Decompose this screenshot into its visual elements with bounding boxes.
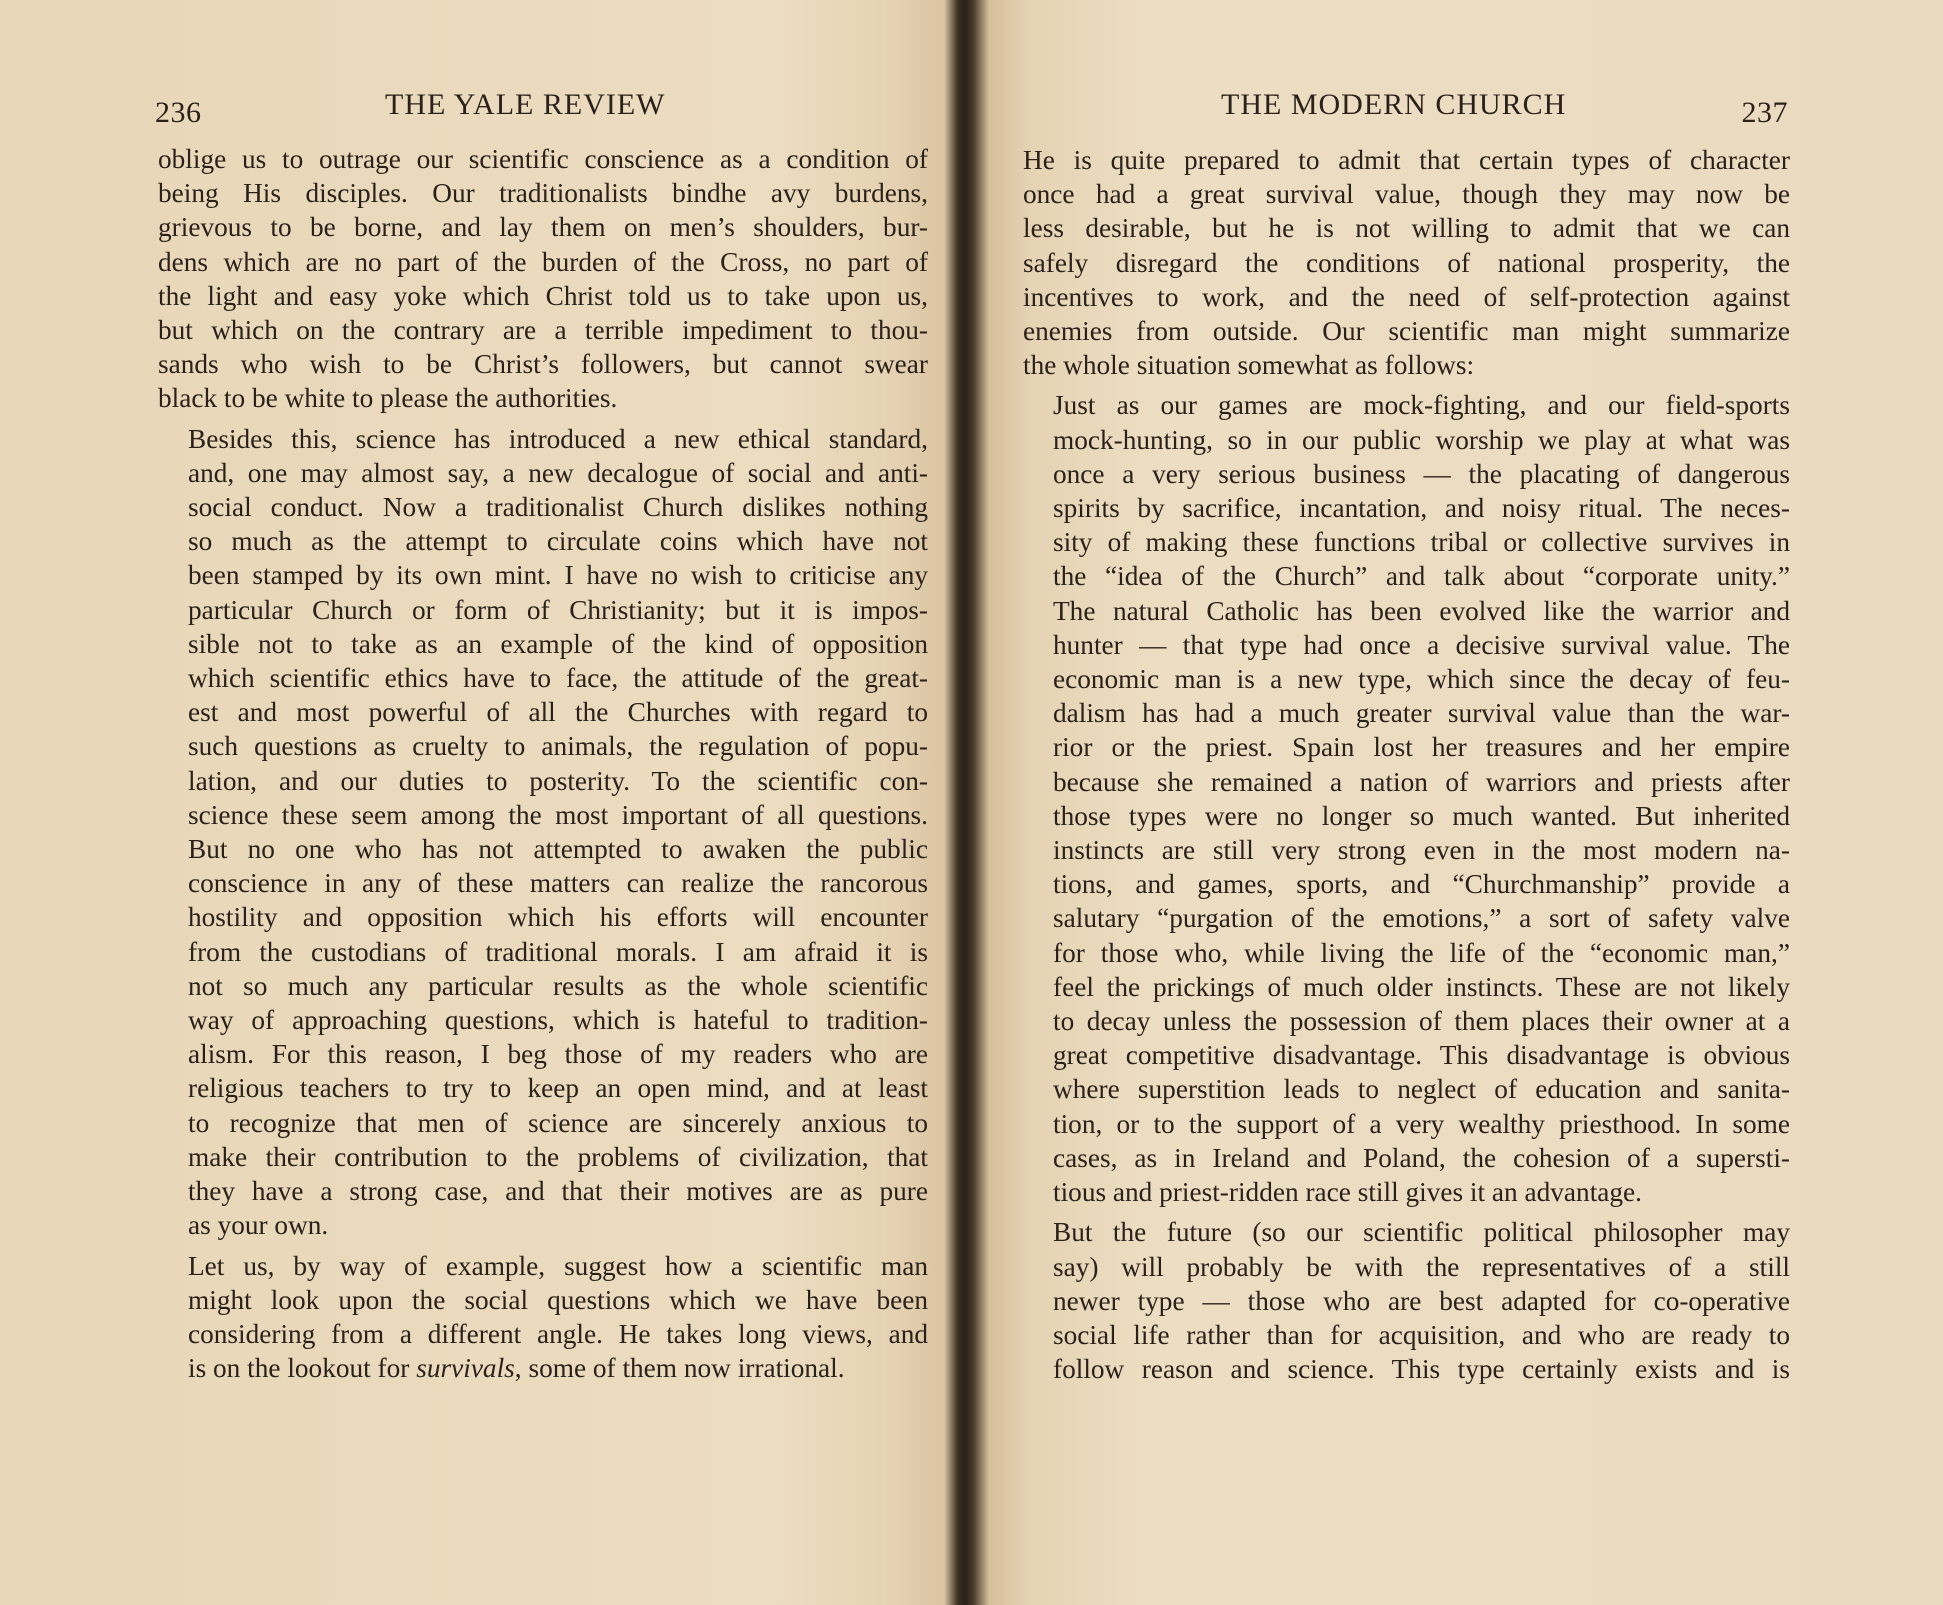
text-line: lation, and our duties to posterity. To the scientific con- bbox=[188, 765, 928, 796]
text-line: dens which are no part of the burden of the Cross, no part of bbox=[158, 246, 928, 277]
text-line: way of approaching questions, which is hateful to tradition- bbox=[188, 1005, 928, 1036]
text-line: spirits by sacrifice, incantation, and noisy ritual. The neces- bbox=[1053, 493, 1790, 524]
text-line: oblige us to outrage our scientific conscience as a condition of bbox=[158, 144, 928, 174]
text-line: alism. For this reason, I beg those of my readers who are bbox=[188, 1039, 928, 1070]
text-line: because she remained a nation of warriors and priests after bbox=[1053, 766, 1790, 797]
text-line: hunter — that type had once a decisive survival value. The bbox=[1053, 629, 1790, 660]
text-line: once had a great survival value, though they may now be bbox=[1023, 179, 1790, 210]
text-line: and, one may almost say, a new decalogue of social and anti- bbox=[188, 457, 928, 488]
text-line: the “idea of the Church” and talk about “corporate unity.” bbox=[1053, 561, 1790, 592]
text-line: considering from a different angle. He takes long views, and bbox=[188, 1318, 928, 1349]
text-line: science these seem among the most important of all questions. bbox=[188, 799, 928, 830]
text-line: tions, and games, sports, and “Churchmanship” provide a bbox=[1053, 869, 1790, 900]
text-line: hostility and opposition which his efforts will encounter bbox=[188, 902, 928, 933]
italic-word: survivals bbox=[416, 1353, 515, 1384]
text-line: but which on the contrary are a terrible impediment to thou- bbox=[158, 315, 928, 346]
text-line: less desirable, but he is not willing to admit that we can bbox=[1023, 213, 1790, 244]
text-line: He is quite prepared to admit that certain types of character bbox=[1023, 145, 1790, 175]
text-line: enemies from outside. Our scientific man might summarize bbox=[1023, 316, 1790, 347]
running-head: THE YALE REVIEW bbox=[385, 88, 666, 121]
text-line: as your own. bbox=[188, 1210, 329, 1241]
right-page bbox=[978, 0, 1943, 1605]
text-line: particular Church or form of Christianity; but it is impos- bbox=[188, 594, 928, 625]
text-line: But no one who has not attempted to awaken the public bbox=[188, 834, 928, 865]
text-line: mock-hunting, so in our public worship we play at what was bbox=[1053, 424, 1790, 455]
text-line: Besides this, science has introduced a new ethical standard, bbox=[188, 423, 928, 454]
running-head: THE MODERN CHURCH bbox=[1221, 88, 1567, 121]
text-line: say) will probably be with the representatives of a still bbox=[1053, 1251, 1790, 1282]
text-line: might look upon the social questions which we have been bbox=[188, 1284, 928, 1315]
text-line: religious teachers to try to keep an open mind, and at least bbox=[188, 1073, 928, 1104]
text-line: dalism has had a much greater survival value than the war- bbox=[1053, 698, 1790, 729]
text-line: the light and easy yoke which Christ told us to take upon us, bbox=[158, 280, 928, 311]
left-page bbox=[0, 0, 965, 1605]
text-line: is on the lookout for survivals, some of them now irrational. bbox=[188, 1353, 845, 1384]
text-line: once a very serious business — the placating of dangerous bbox=[1053, 458, 1790, 489]
text-line: sity of making these functions tribal or collective survives in bbox=[1053, 527, 1790, 558]
text-line: est and most powerful of all the Churches with regard to bbox=[188, 697, 928, 728]
text-line: where superstition leads to neglect of education and sanita- bbox=[1053, 1074, 1790, 1105]
text-line: instincts are still very strong even in the most modern na- bbox=[1053, 835, 1790, 866]
text-line: great competitive disadvantage. This disadvantage is obvious bbox=[1053, 1040, 1790, 1071]
paragraph bbox=[158, 422, 928, 1243]
text-line: make their contribution to the problems of civilization, that bbox=[188, 1141, 928, 1172]
text-line: sible not to take as an example of the kind of opposition bbox=[188, 628, 928, 659]
text-line: sands who wish to be Christ’s followers, but cannot swear bbox=[158, 349, 928, 380]
text-line: tion, or to the support of a very wealthy priesthood. In some bbox=[1053, 1108, 1790, 1139]
text-line: Let us, by way of example, suggest how a scientific man bbox=[188, 1250, 928, 1281]
page-number: 236 bbox=[155, 96, 202, 129]
text-line: black to be white to please the authorities. bbox=[158, 383, 618, 414]
text-line: been stamped by its own mint. I have no wish to criticise any bbox=[188, 560, 928, 591]
text-line: which scientific ethics have to face, the attitude of the great- bbox=[188, 663, 928, 694]
text-line: safely disregard the conditions of national prosperity, the bbox=[1023, 247, 1790, 278]
text-line: The natural Catholic has been evolved like the warrior and bbox=[1053, 595, 1790, 626]
text-line: to decay unless the possession of them places their owner at a bbox=[1053, 1006, 1790, 1037]
text-line: for those who, while living the life of the “economic man,” bbox=[1053, 937, 1790, 968]
text-line: being His disciples. Our traditionalists bindhe avy burdens, bbox=[158, 178, 928, 209]
left-page-body bbox=[158, 142, 928, 1385]
text-line: social conduct. Now a traditionalist Church dislikes nothing bbox=[188, 492, 928, 523]
text-line: salutary “purgation of the emotions,” a sort of safety valve bbox=[1053, 903, 1790, 934]
text-line: Just as our games are mock-fighting, and our field-sports bbox=[1053, 390, 1790, 421]
text-line: they have a strong case, and that their motives are as pure bbox=[188, 1176, 928, 1207]
text-line: cases, as in Ireland and Poland, the cohesion of a supersti- bbox=[1053, 1142, 1790, 1173]
text-line: But the future (so our scientific political philosopher may bbox=[1053, 1217, 1790, 1248]
text-line: social life rather than for acquisition, and who are ready to bbox=[1053, 1319, 1790, 1350]
text-line: to recognize that men of science are sincerely anxious to bbox=[188, 1107, 928, 1138]
text-line: those types were no longer so much wanted. But inherited bbox=[1053, 800, 1790, 831]
text-line: from the custodians of traditional morals. I am afraid it is bbox=[188, 936, 928, 967]
text-line: incentives to work, and the need of self-protection against bbox=[1023, 281, 1790, 312]
text-line: rior or the priest. Spain lost her treasures and her empire bbox=[1053, 732, 1790, 763]
text-line: grievous to be borne, and lay them on men’s shoulders, bur- bbox=[158, 212, 928, 243]
text-line: follow reason and science. This type certainly exists and is bbox=[1053, 1354, 1790, 1385]
left-page-header bbox=[155, 88, 933, 138]
text-line: feel the prickings of much older instincts. These are not likely bbox=[1053, 971, 1790, 1002]
text-line: newer type — those who are best adapted for co-operative bbox=[1053, 1285, 1790, 1316]
text-line: the whole situation somewhat as follows: bbox=[1023, 350, 1475, 381]
right-page-body bbox=[1023, 143, 1790, 1386]
right-page-header bbox=[1023, 88, 1788, 138]
text-line: tious and priest-ridden race still gives it an advantage. bbox=[1053, 1177, 1642, 1208]
paragraph bbox=[1023, 388, 1790, 1209]
paragraph bbox=[158, 142, 928, 416]
paragraph bbox=[158, 1249, 928, 1386]
text-line: such questions as cruelty to animals, the regulation of popu- bbox=[188, 731, 928, 762]
text-line: economic man is a new type, which since the decay of feu- bbox=[1053, 664, 1790, 695]
text-line: not so much any particular results as the whole scientific bbox=[188, 970, 928, 1001]
text-line: conscience in any of these matters can realize the rancorous bbox=[188, 868, 928, 899]
paragraph bbox=[1023, 143, 1790, 382]
text-line: so much as the attempt to circulate coins which have not bbox=[188, 526, 928, 557]
paragraph bbox=[1023, 1215, 1790, 1386]
page-number: 237 bbox=[1741, 96, 1788, 129]
